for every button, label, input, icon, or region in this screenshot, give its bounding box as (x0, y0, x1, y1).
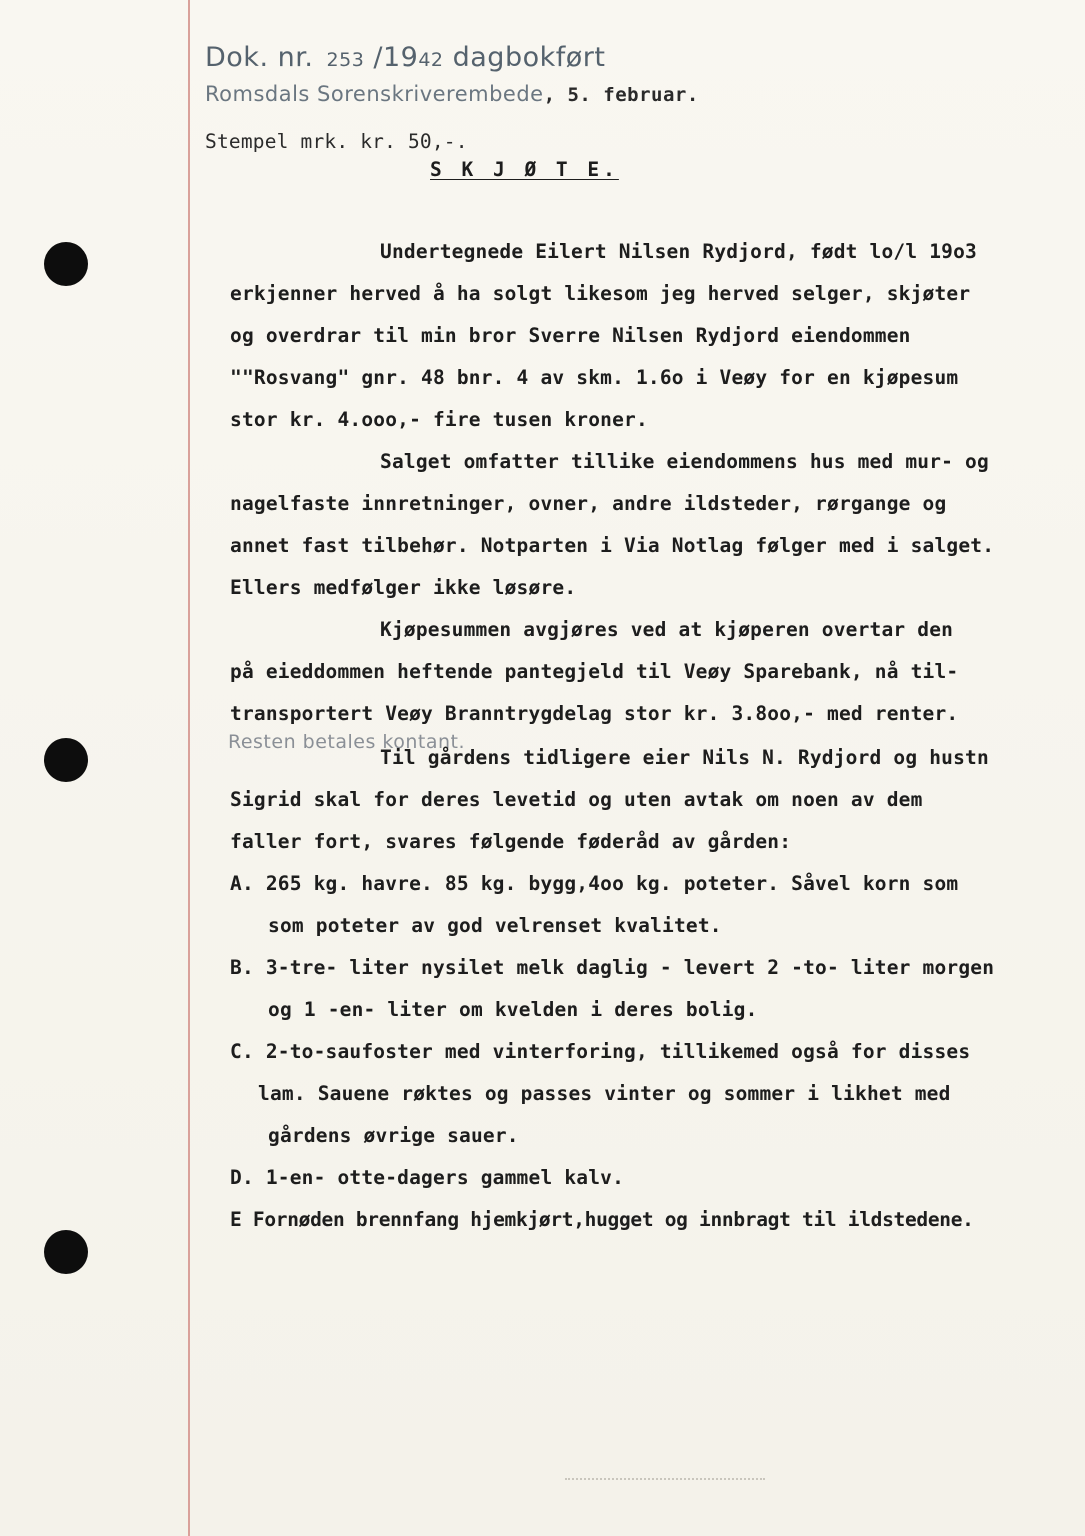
body-line: Sigrid skal for deres levetid og uten avtak om noen av dem (230, 788, 923, 811)
year-prefix: /19 (373, 42, 419, 73)
body-line: ""Rosvang" gnr. 48 bnr. 4 av skm. 1.6o i Veøy for en kjøpesum (230, 366, 959, 389)
punch-hole-bottom (44, 1230, 88, 1274)
dok-label: Dok. nr. (205, 42, 314, 73)
body-line: annet fast tilbehør. Notparten i Via Notlag følger med i salget. (230, 534, 995, 557)
body-line: erkjenner herved å ha solgt likesom jeg herved selger, skjøter (230, 282, 971, 305)
body-line: faller fort, svares følgende føderåd av gården: (230, 830, 792, 853)
document-title: S K J Ø T E. (430, 158, 619, 181)
body-line: på eieddommen heftende pantegjeld til Veøy Sparebank, nå til- (230, 660, 959, 683)
item-b-line: og 1 -en- liter om kvelden i deres bolig. (268, 998, 758, 1021)
item-a-line: A. 265 kg. havre. 85 kg. bygg,4oo kg. poteter. Såvel korn som (230, 872, 959, 895)
stamp-date: , 5. februar. (543, 84, 699, 106)
body-line: stor kr. 4.ooo,- fire tusen kroner. (230, 408, 648, 431)
margin-line (188, 0, 190, 1536)
pencil-annotation: Resten betales kontant. (228, 731, 466, 753)
item-d-line: D. 1-en- otte-dagers gammel kalv. (230, 1166, 625, 1189)
body-line: Ellers medfølger ikke løsøre. (230, 576, 577, 599)
item-c-line: lam. Sauene røktes og passes vinter og sommer i likhet med (258, 1082, 951, 1105)
body-line: Salget omfatter tillike eiendommens hus med mur- og (380, 450, 989, 473)
body-line: transportert Veøy Branntrygdelag stor kr. 3.8oo,- med renter. (230, 702, 959, 725)
office-name: Romsdals Sorenskriverembede (205, 82, 544, 106)
stamp-duty-line: Stempel mrk. kr. 50,-. (205, 130, 468, 153)
punch-hole-top (44, 242, 88, 286)
item-c-line: gårdens øvrige sauer. (268, 1124, 519, 1147)
body-line: og overdrar til min bror Sverre Nilsen Rydjord eiendommen (230, 324, 911, 347)
dagbokfort-label: dagbokført (452, 42, 606, 73)
item-a-line: som poteter av god velrenset kvalitet. (268, 914, 722, 937)
body-line: Undertegnede Eilert Nilsen Rydjord, født lo/l 19o3 (380, 240, 977, 263)
item-b-line: B. 3-tre- liter nysilet melk daglig - levert 2 -to- liter morgen (230, 956, 995, 979)
year-suffix: 42 (418, 49, 444, 71)
punch-hole-middle (44, 738, 88, 782)
registry-stamp-line-2 (205, 82, 699, 106)
item-e-line: E Fornøden brennfang hjemkjørt,hugget og innbragt til ildstedene. (230, 1208, 974, 1231)
body-line: Kjøpesummen avgjøres ved at kjøperen overtar den (380, 618, 954, 641)
body-line: Til gårdens tidligere eier Nils N. Rydjord og hustn (380, 746, 989, 769)
dok-number: 253 (326, 49, 365, 71)
body-line: nagelfaste innretninger, ovner, andre ildsteder, rørgange og (230, 492, 947, 515)
registry-stamp-line-1 (205, 42, 605, 73)
dotted-rule (565, 1478, 765, 1480)
item-c-line: C. 2-to-saufoster med vinterforing, tillikemed også for disses (230, 1040, 971, 1063)
